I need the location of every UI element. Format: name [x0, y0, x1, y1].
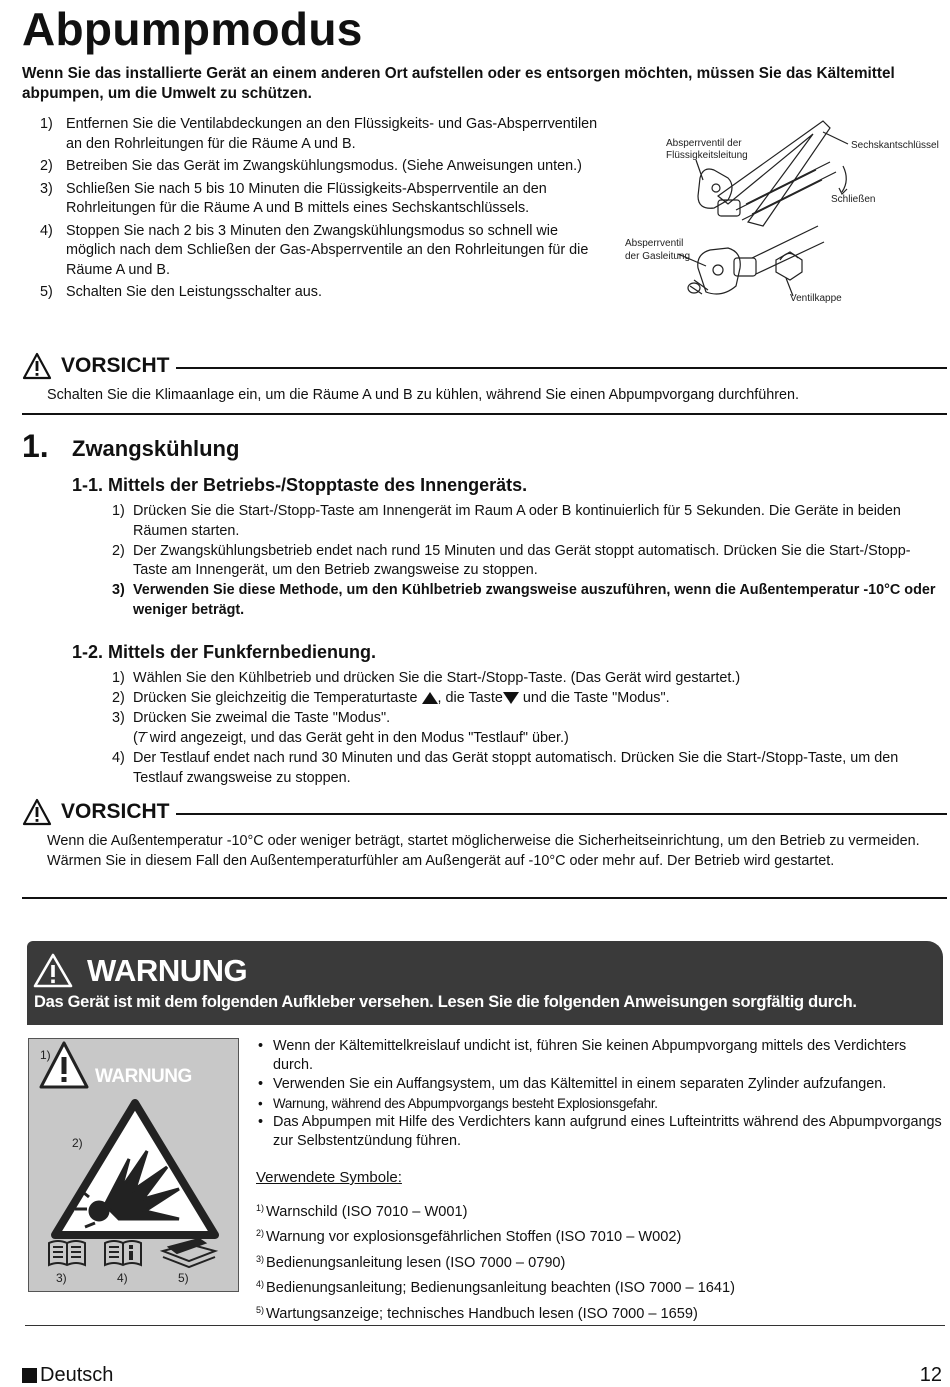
caution-header-2: [22, 797, 947, 827]
caution-label: VORSICHT: [61, 354, 170, 377]
list-item: 4) Stoppen Sie nach 2 bis 3 Minuten den Zwangskühlungsmodus so schnell wie möglich nach dem Schließen der Gas-Absperrventile an den Rohrleitungen für die Räume A und B.: [40, 222, 589, 278]
triangle-down-icon: [503, 692, 519, 704]
warning-bullets: [258, 1037, 948, 1151]
list-item: $^{5)}$ Wartungsanzeige; technisches Handbuch lesen (ISO 7000 – 1659): [256, 1304, 698, 1322]
square-bullet-icon: [22, 1368, 37, 1383]
list-item: $^{3)}$ Bedienungsanleitung lesen (ISO 7000 – 0790): [256, 1253, 566, 1271]
label-gas-valve-2: der Gasleitung: [625, 251, 691, 262]
section-title: Zwangskühlung: [72, 436, 240, 461]
svg-text:3): 3): [56, 1271, 67, 1285]
list-item: (7̄ wird angezeigt, und das Gerät geht in den Modus "Testlauf" über.): [133, 730, 569, 746]
list-item: • Wenn der Kältemittelkreislauf undicht ist, führen Sie keinen Abpumpvorgang mittels des Verdichters durch.: [258, 1038, 907, 1073]
caution-text-1: Schalten Sie die Klimaanlage ein, um die Räume A und B zu kühlen, während Sie einen Abpumpvorgang durchführen.: [47, 387, 800, 403]
manual-info-icon: [105, 1241, 141, 1265]
divider: [22, 413, 947, 415]
subsection-list-1-2: [112, 669, 942, 789]
list-item: 3) Schließen Sie nach 5 bis 10 Minuten die Flüssigkeits-Absperrventile an den Rohrleitungen für die Räume A und B mittels eines Sechskantschlüssels.: [40, 180, 547, 216]
label-valve-cap: Ventilkappe: [790, 293, 842, 304]
display-glyph: 7̄: [137, 730, 146, 746]
list-item: $^{1)}$ Warnschild (ISO 7010 – W001): [256, 1203, 468, 1220]
caution-text-2: Wenn die Außentemperatur -10°C oder weniger beträgt, startet möglicherweise die Sicherheitseinrichtung, um den Betrieb zu vermeiden. Wärmen Sie in diesem Fall den Außentemperaturfühler am Außengerät auf -10°C oder mehr auf. Der Betrieb wird gestartet.: [47, 833, 920, 869]
page-number: 12: [919, 1364, 942, 1386]
explosive-hazard-icon: [55, 1103, 215, 1235]
manual-icon: [49, 1241, 85, 1265]
list-item: $^{2)}$ Warnung vor explosionsgefährlichen Stoffen (ISO 7010 – W002): [256, 1228, 682, 1246]
service-manual-icon: [163, 1239, 215, 1267]
label-gas-valve-1: Absperrventil: [625, 238, 684, 249]
label-liquid-valve-2: Flüssigkeitsleitung: [666, 150, 748, 161]
label-close: Schließen: [831, 194, 876, 205]
triangle-up-icon: [422, 692, 438, 704]
section-number: 1.: [22, 428, 49, 464]
list-item: 4) Der Testlauf endet nach rund 30 Minuten und das Gerät stoppt automatisch. Drücken Sie die Start-/Stopp-Taste, um den Testlauf zwangsweise zu stoppen.: [112, 750, 899, 786]
warning-sticker: [28, 1038, 239, 1292]
label-liquid-valve-1: Absperrventil der: [666, 138, 742, 149]
caution-header-1: [22, 351, 947, 381]
divider: [25, 1325, 945, 1326]
list-item: • Verwenden Sie ein Auffangsystem, um das Kältemittel in einem separaten Zylinder aufzufangen.: [258, 1076, 887, 1092]
caution-label: VORSICHT: [61, 800, 170, 823]
subsection-title-1-1: 1-1. Mittels der Betriebs-/Stopptaste des Innengeräts.: [72, 475, 528, 495]
divider: [176, 813, 947, 815]
svg-text:1): 1): [40, 1048, 51, 1062]
svg-text:2): 2): [72, 1136, 83, 1150]
warning-banner: [27, 941, 943, 1025]
page-title: Abpumpmodus: [22, 3, 363, 55]
list-item: 1) Drücken Sie die Start-/Stopp-Taste am Innengerät im Raum A oder B kontinuierlich für 5 Sekunden. Die Geräte in beiden Räumen starten.: [112, 503, 901, 539]
list-item: 3) Verwenden Sie diese Methode, um den Kühlbetrieb zwangsweise auszuführen, wenn die Außentemperatur -10°C oder weniger beträgt.: [112, 582, 936, 618]
list-item: 5) Schalten Sie den Leistungsschalter aus.: [40, 284, 322, 300]
list-item: • Warnung, während des Abpumpvorgangs besteht Explosionsgefahr.: [258, 1096, 658, 1111]
intro-text: Wenn Sie das installierte Gerät an einem anderen Ort aufstellen oder es entsorgen möchten, müssen Sie das Kältemittel abpumpen, um die Umwelt zu schützen.: [22, 65, 895, 102]
subsection-title-1-2: 1-2. Mittels der Funkfernbedienung.: [72, 642, 377, 662]
list-item: 1) Entfernen Sie die Ventilabdeckungen an den Flüssigkeits- und Gas-Absperrventilen an den Rohrleitungen für die Räume A und B.: [40, 116, 598, 152]
valve-diagram: [618, 118, 948, 318]
symbols-list: [256, 1198, 946, 1325]
divider: [22, 897, 947, 899]
warning-label: WARNUNG: [87, 953, 248, 988]
pumpdown-steps: [40, 115, 610, 306]
list-item: $^{4)}$ Bedienungsanleitung; Bedienungsanleitung beachten (ISO 7000 – 1641): [256, 1279, 736, 1297]
symbols-heading: Verwendete Symbole:: [256, 1169, 402, 1186]
warning-triangle-icon: [22, 798, 52, 826]
label-hex-key: Sechskantschlüssel: [851, 140, 939, 151]
list-item: 3) Drücken Sie zweimal die Taste "Modus".: [112, 710, 391, 726]
divider: [176, 367, 947, 369]
list-item: 2) Betreiben Sie das Gerät im Zwangskühlungsmodus. (Siehe Anweisungen unten.): [40, 158, 582, 174]
warning-subtitle: Das Gerät ist mit dem folgenden Aufkleber versehen. Lesen Sie die folgenden Anweisungen sorgfältig durch.: [34, 993, 857, 1011]
svg-text:5): 5): [178, 1271, 189, 1285]
list-item: 2) Der Zwangskühlungsbetrieb endet nach rund 15 Minuten und das Gerät stoppt automatisch. Drücken Sie die Start-/Stopp-Taste am Innengerät, um den Betrieb zwangsweise zu stoppen.: [112, 542, 911, 578]
warning-triangle-icon: [22, 352, 52, 380]
list-item: • Das Abpumpen mit Hilfe des Verdichters kann aufgrund eines Lufteintritts während des Abpumpvorgangs zur Selbstentzündung führen.: [258, 1114, 942, 1149]
warning-triangle-icon: [33, 953, 73, 988]
list-item: 1) Wählen Sie den Kühlbetrieb und drücken Sie die Start-/Stopp-Taste. (Das Gerät wird gestartet.): [112, 670, 741, 686]
svg-text:4): 4): [117, 1271, 128, 1285]
footer-language: Deutsch: [22, 1364, 113, 1387]
list-item: 2) Drücken Sie gleichzeitig die Temperaturtaste , die Taste und die Taste "Modus".: [112, 690, 670, 706]
subsection-list-1-1: [112, 502, 942, 621]
svg-text:WARNUNG: WARNUNG: [95, 1066, 192, 1087]
